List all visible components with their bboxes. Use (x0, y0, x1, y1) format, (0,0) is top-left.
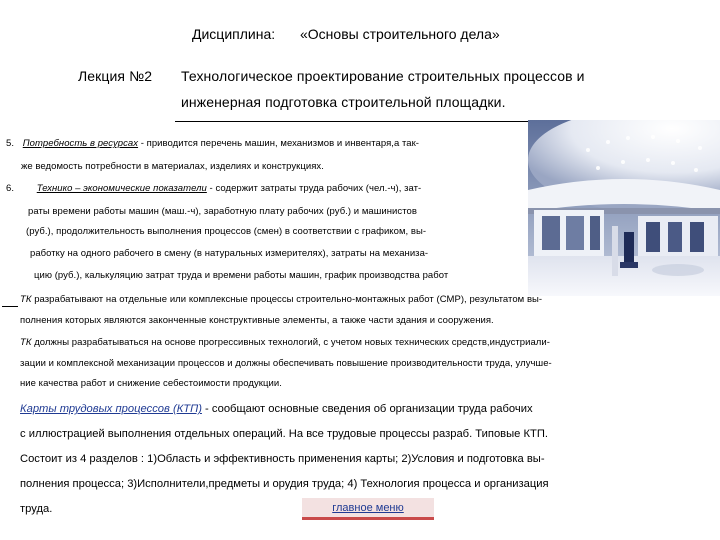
item-number: 6. (6, 183, 15, 194)
tk-paragraph2-line3: ние качества работ и снижение себестоимости продукции. (20, 378, 282, 389)
ktp-line3: Состоит из 4 разделов : 1)Область и эффективность применения карты; 2)Условия и подготовка вы- (20, 453, 545, 465)
tk-paragraph1-line2: полнения которых являются законченные конструктивные элементы, а также части здания и сооружения. (20, 315, 494, 326)
item-6-line3: (руб.), продолжительность выполнения процессов (смен) в соответствии с графиком, вы- (26, 226, 427, 237)
discipline-label: Дисциплина: (192, 26, 276, 42)
lecture-title-line2: инженерная подготовка строительной площадки. (181, 94, 506, 110)
header-divider (175, 121, 572, 122)
tk-text: должны разрабатываться на основе прогрессивных технологий, с учетом новых технических средств,индустриали- (31, 337, 550, 348)
tk-term: ТК (20, 337, 32, 348)
ktp-line2: с иллюстрацией выполнения отдельных операций. На все трудовые процессы разраб. Типовые КТП. (20, 428, 548, 440)
item-6-line5: цию (руб.), калькуляцию затрат труда и времени работы машин, график производства работ (34, 270, 449, 281)
item-6 (6, 183, 421, 194)
lecture-label: Лекция №2 (78, 68, 153, 84)
item-text: - содержит затраты труда рабочих (чел.-ч), зат- (206, 183, 422, 194)
ktp-line4: полнения процесса; 3)Исполнители,предметы и орудия труда; 4) Технология процесса и организация (20, 478, 549, 490)
tk-text: разрабатывают на отдельные или комплексные процессы строительно-монтажных работ (СМР), результатом вы- (31, 294, 543, 305)
tk-term: ТК (20, 294, 32, 305)
item-term: Потребность в ресурсах (22, 138, 139, 149)
main-menu-button[interactable]: главное меню (302, 498, 434, 520)
item-number: 5. (6, 138, 15, 149)
building-interior-photo (528, 120, 720, 296)
ktp-line1 (20, 403, 533, 415)
tk-paragraph2-line1 (20, 337, 550, 348)
discipline-title: «Основы строительного дела» (300, 26, 500, 42)
item-term: Технико – экономические показатели (36, 183, 207, 194)
item-5-line2: же ведомость потребности в материалах, изделиях и конструкциях. (21, 161, 324, 172)
item-6-line2: раты времени работы машин (маш.-ч), заработную плату рабочих (руб.) и машинистов (28, 206, 417, 217)
lecture-title-line1: Технологическое проектирование строительных процессов и (181, 68, 585, 84)
ktp-text: - сообщают основные сведения об организации труда рабочих (201, 403, 533, 415)
ktp-line5: труда. (20, 503, 53, 515)
ktp-term: Карты трудовых процессов (КТП) (20, 403, 202, 415)
paragraph-marker (2, 306, 18, 307)
item-text: - приводится перечень машин, механизмов и инвентаря,а так- (138, 138, 420, 149)
tk-paragraph2-line2: зации и комплексной механизации процессов и должны обеспечивать повышение производительности труда, улучше- (20, 358, 552, 369)
tk-paragraph1-line1 (20, 294, 542, 305)
item-6-line4: работку на одного рабочего в смену (в натуральных измерителях), затраты на механиза- (30, 248, 429, 259)
item-5 (6, 138, 419, 149)
